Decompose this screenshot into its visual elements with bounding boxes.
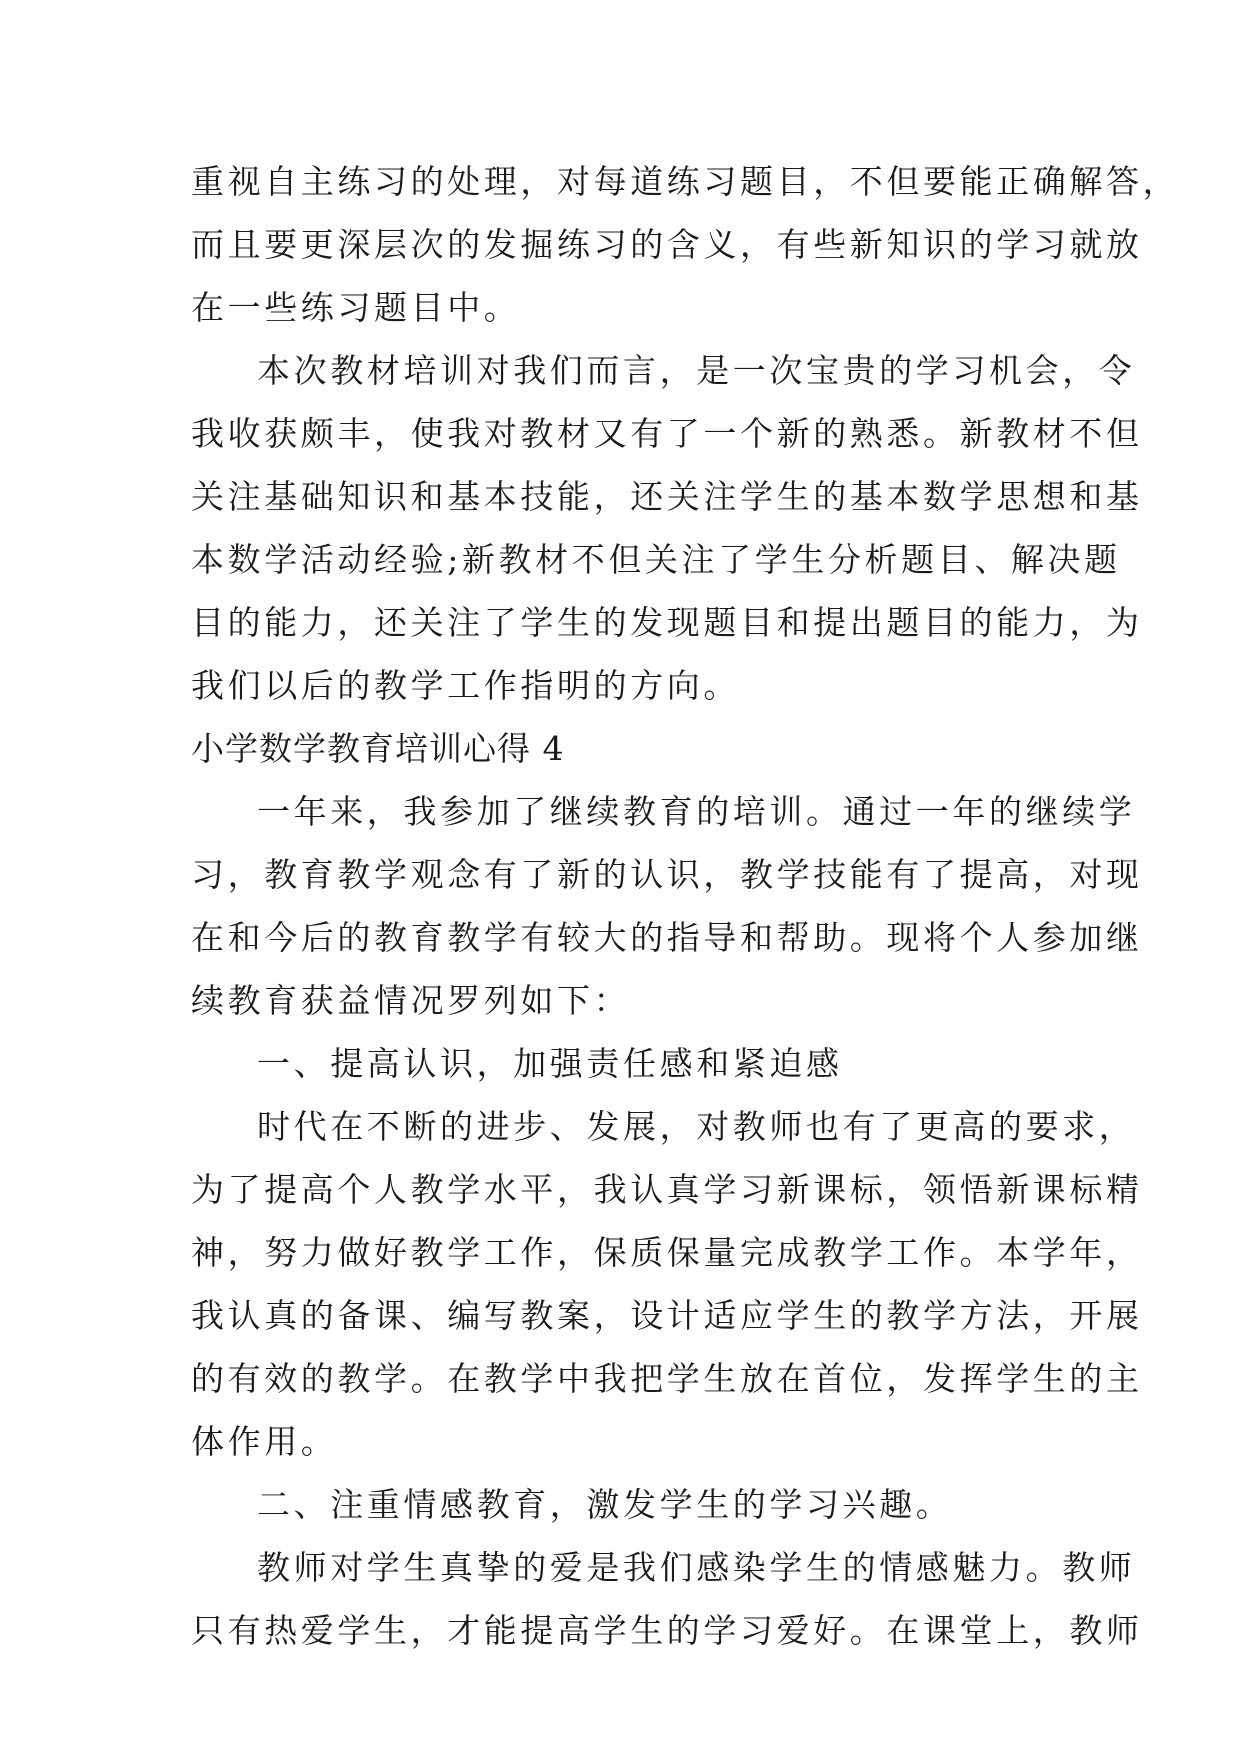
text-line: 目的能力，还关注了学生的发现题目和提出题目的能力，为 xyxy=(191,603,1143,642)
section-heading: 小学数学教育培训心得 4 xyxy=(191,729,565,768)
text-line: 本次教材培训对我们而言，是一次宝贵的学习机会，令 xyxy=(257,351,1136,390)
text-line: 神，努力做好教学工作，保质保量完成教学工作。本学年， xyxy=(191,1233,1143,1272)
text-line: 在和今后的教育教学有较大的指导和帮助。现将个人参加继 xyxy=(191,918,1143,957)
text-line: 时代在不断的进步、发展，对教师也有了更高的要求， xyxy=(257,1107,1136,1146)
text-line: 只有热爱学生，才能提高学生的学习爱好。在课堂上，教师 xyxy=(191,1611,1143,1650)
text-line: 而且要更深层次的发掘练习的含义，有些新知识的学习就放 xyxy=(191,225,1143,264)
text-line: 一年来，我参加了继续教育的培训。通过一年的继续学 xyxy=(257,792,1136,831)
text-line: 习，教育教学观念有了新的认识，教学技能有了提高，对现 xyxy=(191,855,1143,894)
document-body xyxy=(191,150,1180,1662)
text-line: 在一些练习题目中。 xyxy=(191,288,521,327)
text-line: 二、注重情感教育，激发学生的学习兴趣。 xyxy=(257,1485,953,1524)
text-line: 本数学活动经验;新教材不但关注了学生分析题目、解决题 xyxy=(191,540,1121,579)
text-line: 续教育获益情况罗列如下： xyxy=(191,981,631,1020)
text-line: 我认真的备课、编写教案，设计适应学生的教学方法，开展 xyxy=(191,1296,1143,1335)
text-line: 我收获颇丰，使我对教材又有了一个新的熟悉。新教材不但 xyxy=(191,414,1143,453)
text-line: 的有效的教学。在教学中我把学生放在首位，发挥学生的主 xyxy=(191,1359,1143,1398)
text-line: 体作用。 xyxy=(191,1422,338,1461)
text-line: 我们以后的教学工作指明的方向。 xyxy=(191,666,740,705)
text-line: 为了提高个人教学水平，我认真学习新课标，领悟新课标精 xyxy=(191,1170,1143,1209)
text-line: 重视自主练习的处理，对每道练习题目，不但要能正确解答， xyxy=(191,162,1180,201)
text-line: 关注基础知识和基本技能，还关注学生的基本数学思想和基 xyxy=(191,477,1143,516)
text-line: 一、提高认识，加强责任感和紧迫感 xyxy=(257,1044,843,1083)
text-line: 教师对学生真挚的爱是我们感染学生的情感魅力。教师 xyxy=(257,1548,1136,1587)
